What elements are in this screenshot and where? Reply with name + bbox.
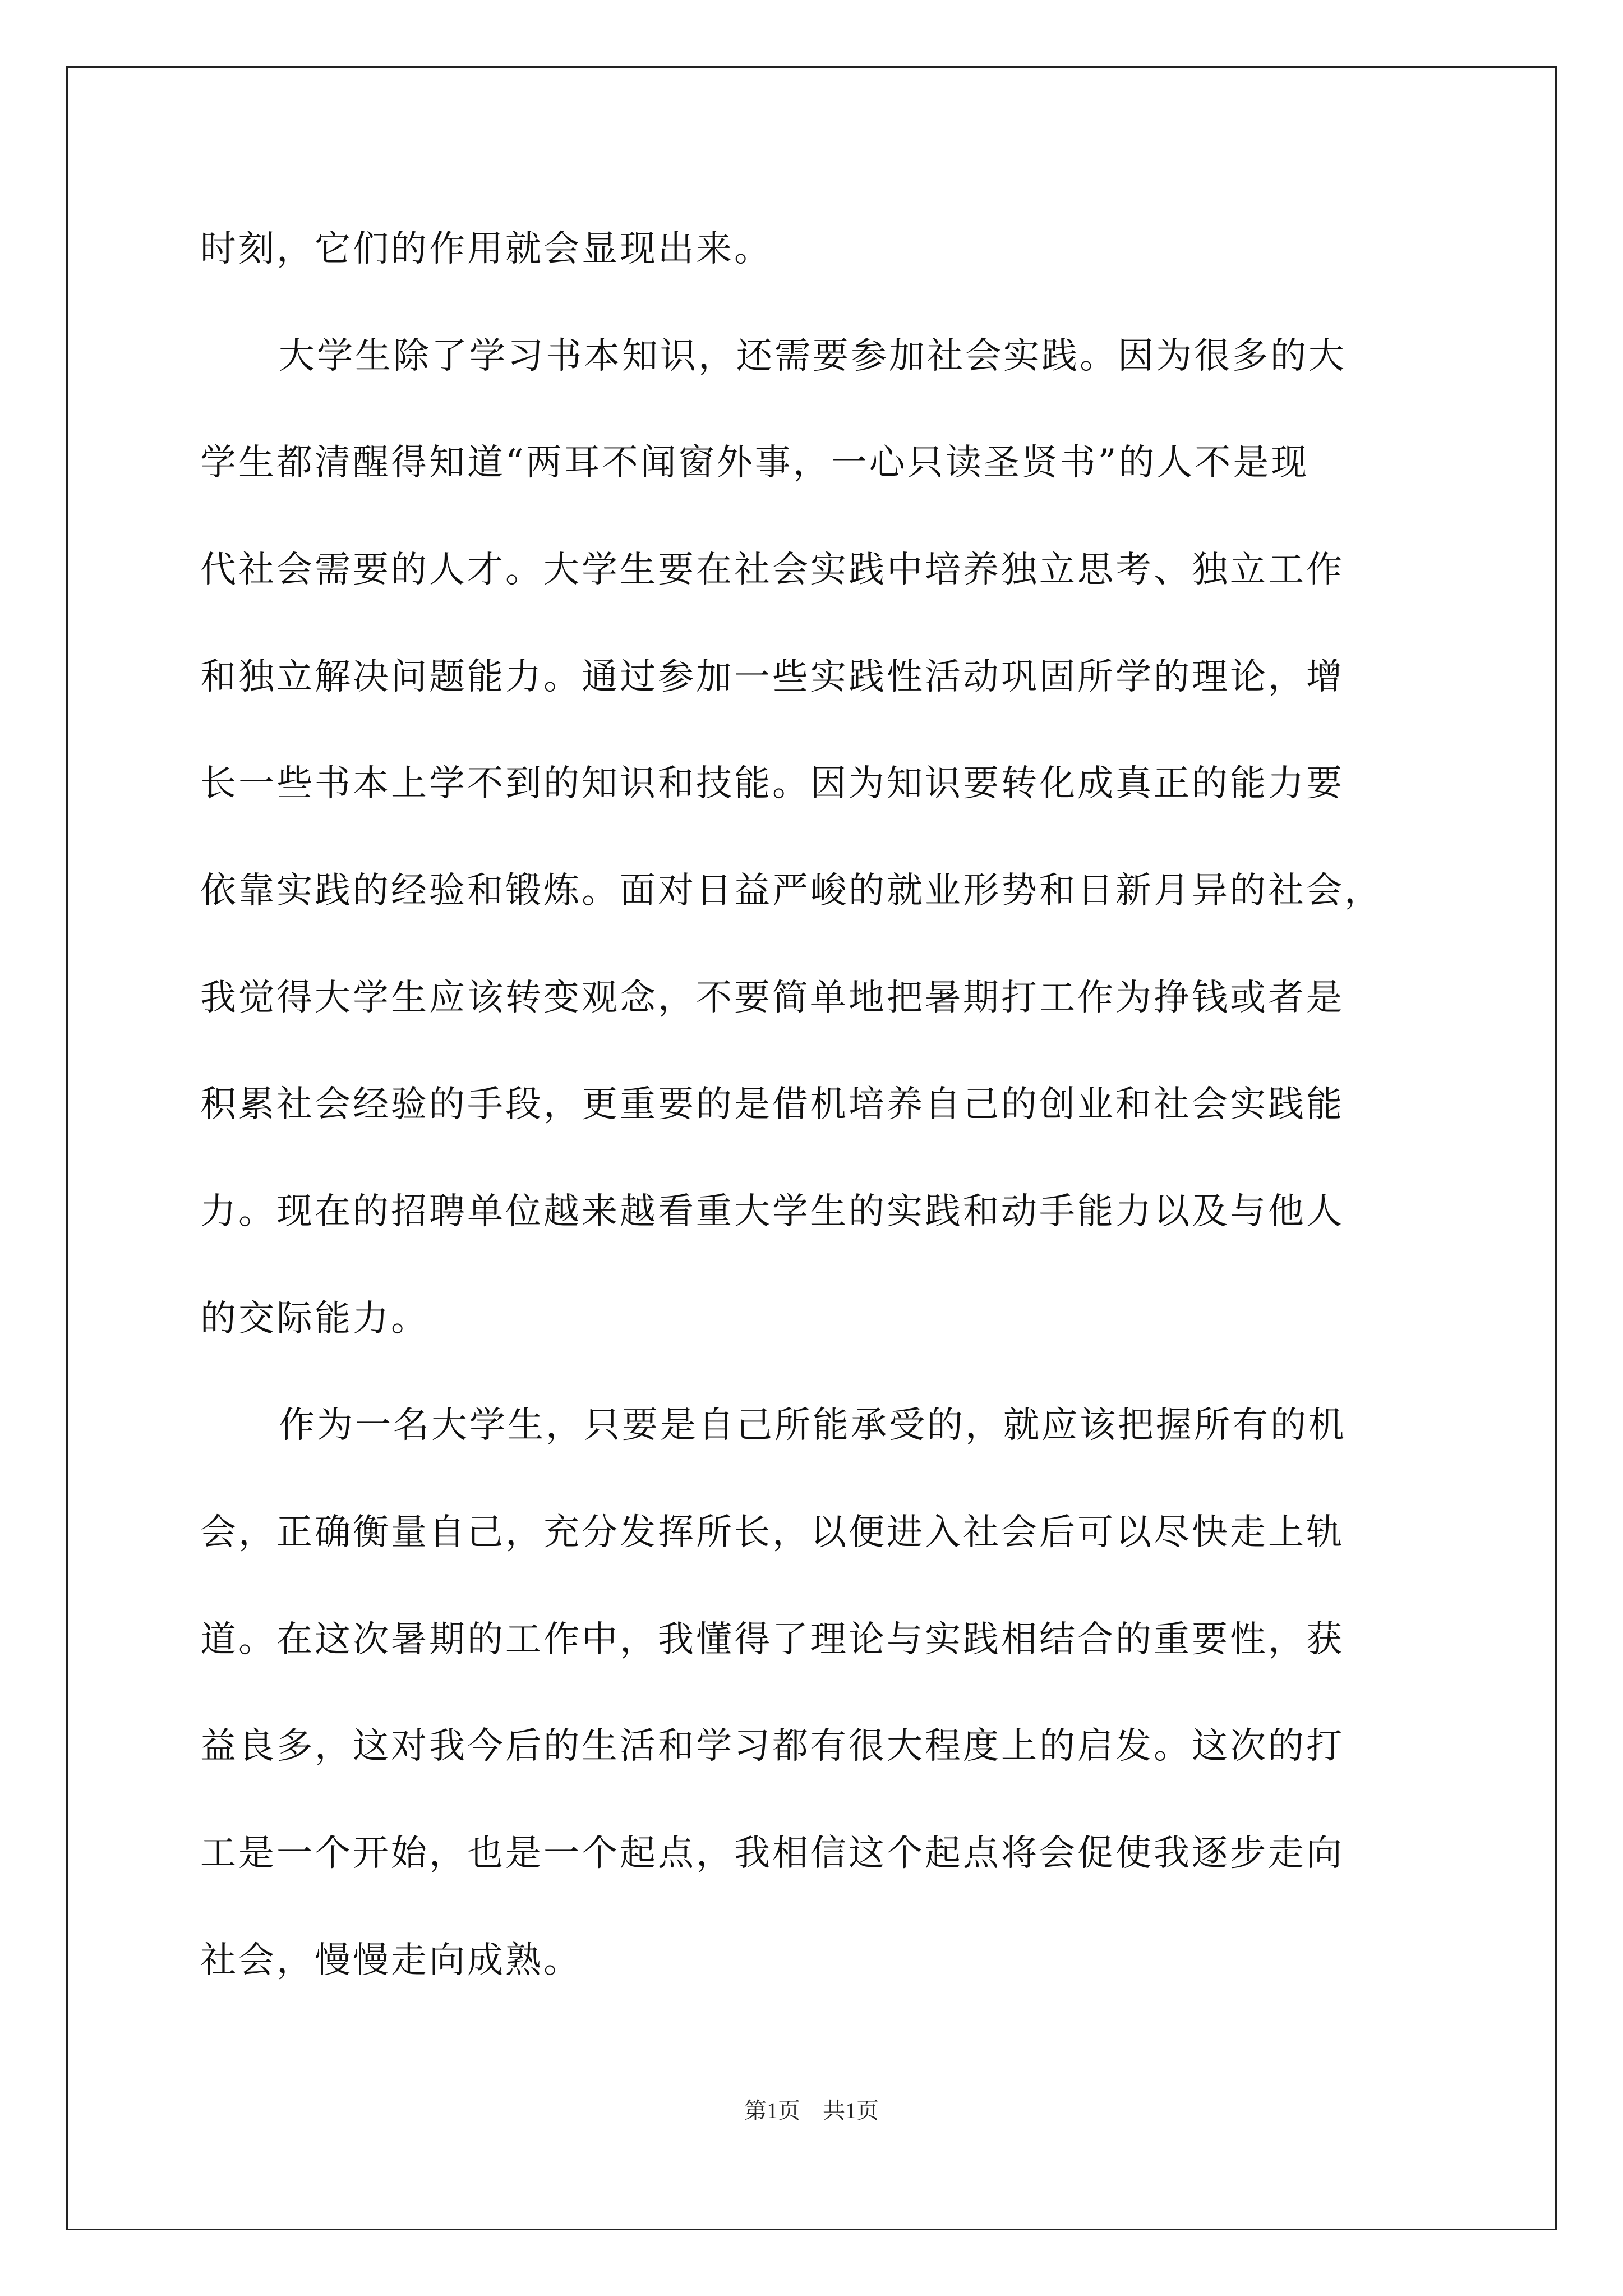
paragraph-first-line: 作为一名大学生，只要是自己所能承受的，就应该把握所有的机 xyxy=(279,1405,1347,1446)
text-line: 社会，慢慢走向成熟。 xyxy=(200,1940,582,1981)
text-line: 长一些书本上学不到的知识和技能。因为知识要转化成真正的能力要 xyxy=(200,763,1344,804)
text-line: 力。现在的招聘单位越来越看重大学生的实践和动手能力以及与他人 xyxy=(200,1191,1344,1232)
paragraph-first-line: 大学生除了学习书本知识，还需要参加社会实践。因为很多的大 xyxy=(279,335,1347,377)
text-line: 和独立解决问题能力。通过参加一些实践性活动巩固所学的理论，增 xyxy=(200,656,1344,698)
text-line: 积累社会经验的手段，更重要的是借机培养自己的创业和社会实践能 xyxy=(200,1084,1344,1125)
text-line: 的交际能力。 xyxy=(200,1298,429,1340)
text-line: 依靠实践的经验和锻炼。面对日益严峻的就业形势和日新月异的社会， xyxy=(200,870,1382,912)
text-line: 学生都清醒得知道“两耳不闻窗外事，一心只读圣贤书”的人不是现 xyxy=(200,442,1310,484)
text-line: 时刻，它们的作用就会显现出来。 xyxy=(200,228,772,270)
text-line: 会，正确衡量自己，充分发挥所长，以便进入社会后可以尽快走上轨 xyxy=(200,1512,1344,1553)
text-line: 益良多，这对我今后的生活和学习都有很大程度上的启发。这次的打 xyxy=(200,1726,1344,1767)
text-line: 我觉得大学生应该转变观念，不要简单地把暑期打工作为挣钱或者是 xyxy=(200,977,1344,1019)
text-line: 工是一个开始，也是一个起点，我相信这个起点将会促使我逐步走向 xyxy=(200,1833,1344,1874)
page-border xyxy=(66,66,1557,2230)
text-line: 代社会需要的人才。大学生要在社会实践中培养独立思考、独立工作 xyxy=(200,549,1344,591)
page-number: 第1页 共1页 xyxy=(744,2098,879,2123)
text-line: 道。在这次暑期的工作中，我懂得了理论与实践相结合的重要性，获 xyxy=(200,1619,1344,1660)
